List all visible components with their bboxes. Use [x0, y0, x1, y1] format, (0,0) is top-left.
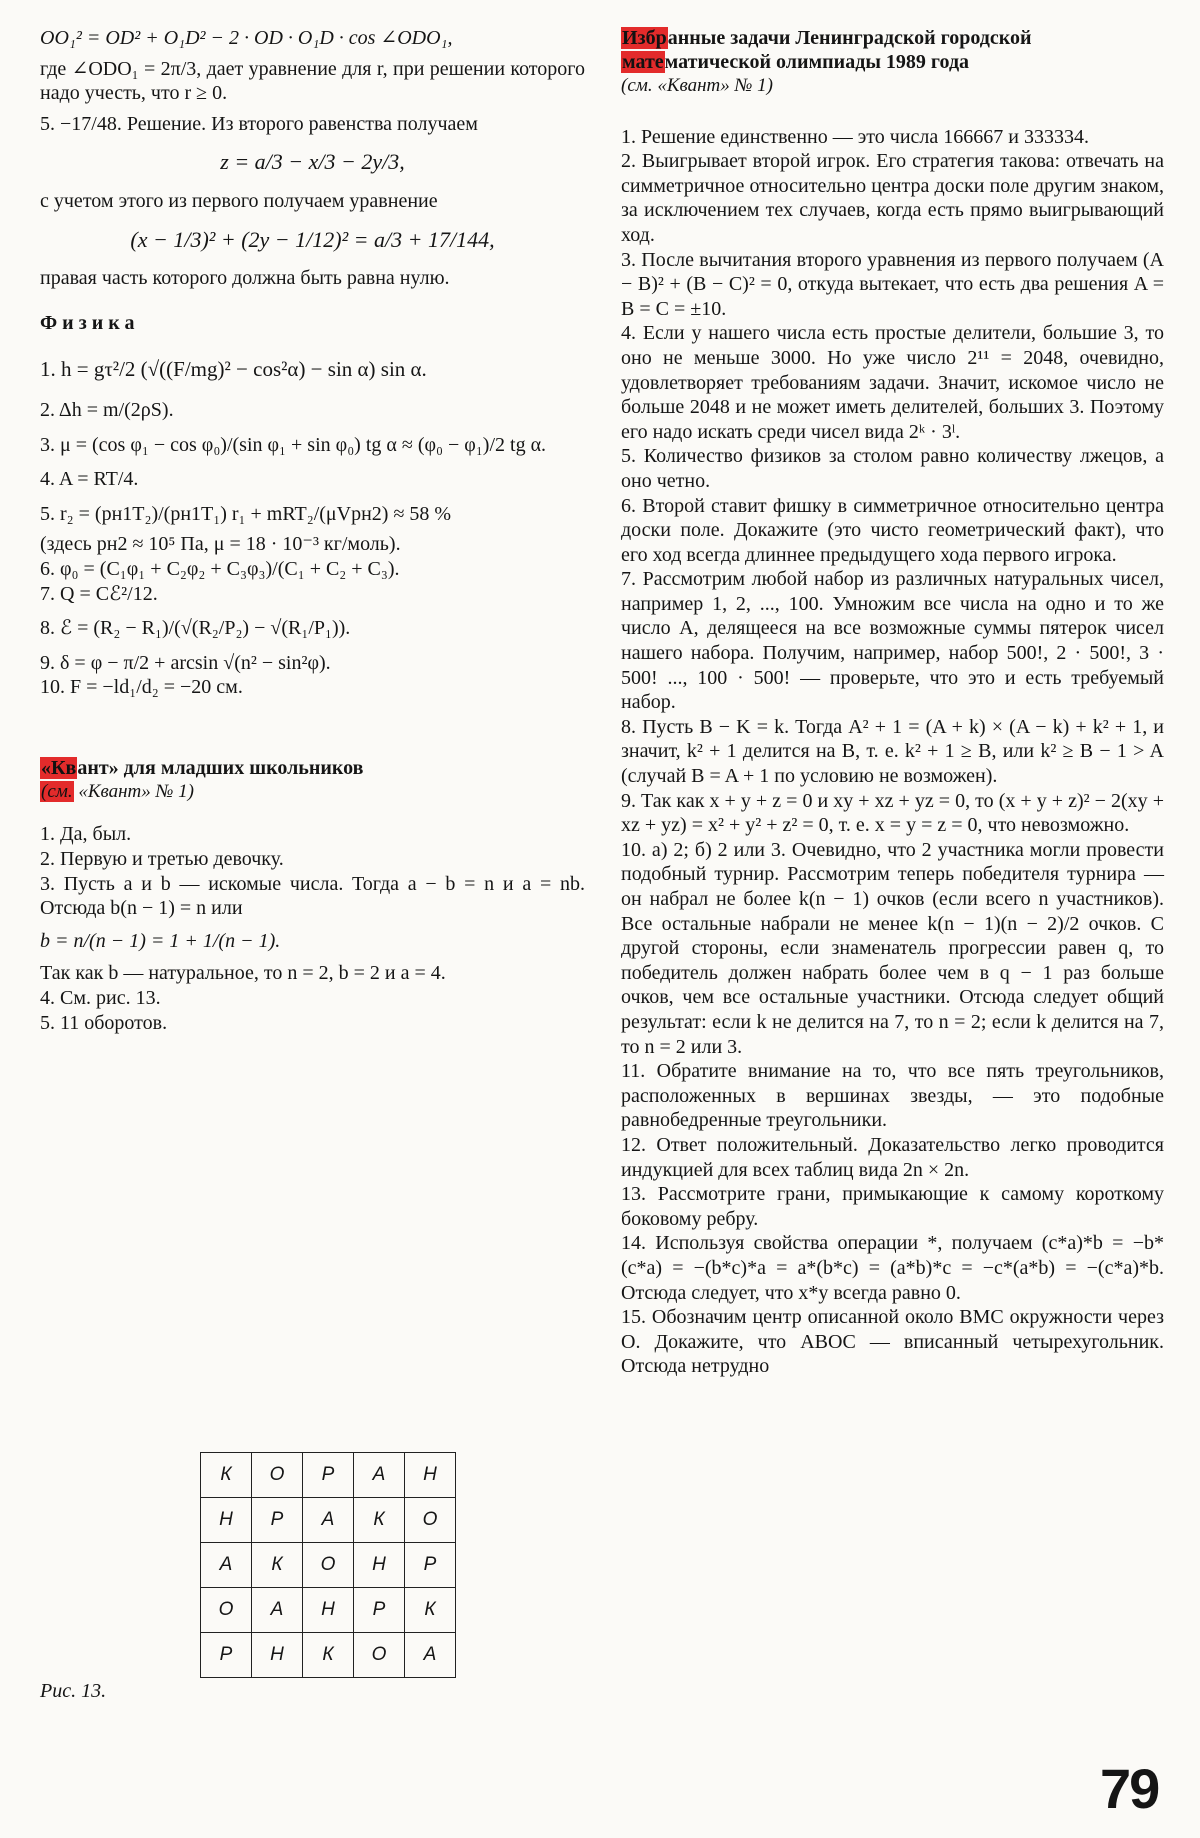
grid-cell: А: [201, 1543, 252, 1588]
physics-item-2: 2. Δh = m/(2ρS).: [40, 398, 174, 421]
math-line-5: с учетом этого из первого получаем уравнение: [40, 189, 438, 212]
olympiad-answer-11: 11. Обратите внимание на то, что все пять треугольников, расположенных в вершинах звезды, — это подобные равнобедренные треугольники.: [621, 1060, 1164, 1132]
grid-row: [201, 1543, 456, 1588]
grid-cell: К: [201, 1453, 252, 1498]
physics-item-6: 6. φ₀ = (C₁φ₁ + C₂φ₂ + C₃φ₃)/(C₁ + C₂ + C₃).: [40, 557, 400, 580]
olympiad-heading-highlight-1: Избр: [622, 27, 667, 49]
grid-cell: Р: [405, 1543, 456, 1588]
physics-heading: Физика: [40, 311, 140, 334]
grid-cell: О: [303, 1543, 354, 1588]
olympiad-heading-highlight-2: мате: [622, 51, 664, 73]
olympiad-answer-3: 3. После вычитания второго уравнения из первого получаем (A − B)² + (B − C)² = 0, откуда вытекает, что есть два решения A = B = C = ±10.: [621, 248, 1164, 320]
olympiad-answer-4: 4. Если у нашего числа есть простые делители, большие 3, то оно не меньше 3000. Но уже число 2¹¹ = 2048, очевидно, удовлетворяет требованиям задачи. Значит, искомое число не больше 2048 и не может иметь делителей, больших 3. Поэтому его надо искать среди чисел вида 2ᵏ · 3ˡ.: [621, 322, 1164, 443]
physics-item-5-note: (здесь pн2 ≈ 10⁵ Па, μ = 18 · 10⁻³ кг/моль).: [40, 533, 401, 556]
math-line-1: OO₁² = OD² + O₁D² − 2 · OD · O₁D · cos ∠ODO₁,: [40, 27, 453, 49]
grid-cell: Р: [201, 1633, 252, 1678]
grid-row: [201, 1588, 456, 1633]
grid-cell: Р: [303, 1453, 354, 1498]
olympiad-answer-6: 6. Второй ставит фишку в симметричное относительно центра доски поле. Докажите (это чисто геометрический факт), что его ход всегда длиннее предыдущего хода первого игрока.: [621, 494, 1164, 566]
olympiad-answer-2: 2. Выигрывает второй игрок. Его стратегия такова: отвечать на симметричное относительно центра доски поле другим знаком, за исключением тех случаев, когда есть прямо выигрывающий ход.: [621, 150, 1164, 246]
olympiad-answer-1: 1. Решение единственно — это числа 166667 и 333334.: [621, 125, 1089, 148]
grid-cell: О: [201, 1588, 252, 1633]
junior-item-3-cont: Так как b — натуральное, то n = 2, b = 2 и a = 4.: [40, 962, 446, 985]
junior-item-2: 2. Первую и третью девочку.: [40, 848, 284, 871]
physics-item-4: 4. A = RT/4.: [40, 468, 139, 491]
olympiad-answer-12: 12. Ответ положительный. Доказательство легко проводится индукцией для всех таблиц вида 2n × 2n.: [621, 1133, 1164, 1181]
physics-item-3: 3. μ = (cos φ₁ − cos φ₀)/(sin φ₁ + sin φ₀) tg α ≈ (φ₀ − φ₁)/2 tg α.: [40, 433, 547, 456]
grid-cell: О: [252, 1453, 303, 1498]
grid-cell: А: [354, 1453, 405, 1498]
olympiad-heading-line-2: математической олимпиады 1989 года: [622, 51, 970, 73]
grid-cell: Н: [354, 1543, 405, 1588]
olympiad-answer-15: 15. Обозначим центр описанной около BMC окружности через O. Докажите, что ABOC — вписанный четырехугольник. Отсюда нетрудно: [621, 1306, 1164, 1378]
physics-item-5: 5. r₂ = (pн1T₂)/(pн1T₁) r₁ + mRT₂/(μVpн2) ≈ 58 %: [40, 502, 452, 525]
physics-item-8: 8. ℰ = (R₂ − R₁)/(√(R₂/P₂) − √(R₁/P₁)).: [40, 617, 351, 640]
physics-item-7: 7. Q = Cℰ²/12.: [40, 582, 158, 605]
junior-item-1: 1. Да, был.: [40, 823, 132, 846]
junior-heading-highlight: «Кв: [41, 756, 77, 779]
physics-item-10: 10. F = −ld₁/d₂ = −20 см.: [40, 676, 243, 699]
grid-cell: А: [405, 1633, 456, 1678]
physics-item-1: 1. h = gτ²/2 (√((F/mg)² − cos²α) − sin α) sin α.: [40, 357, 427, 382]
olympiad-answer-13: 13. Рассмотрите грани, примыкающие к самому короткому боковому ребру.: [621, 1183, 1164, 1230]
olympiad-answer-5: 5. Количество физиков за столом равно количеству лжецов, а оно четно.: [621, 445, 1164, 492]
junior-subheading: (см. «Квант» № 1): [41, 780, 195, 802]
left-column: [40, 26, 585, 1035]
olympiad-heading-line-1: Избранные задачи Ленинградской городской: [622, 27, 1032, 49]
grid-cell: О: [405, 1498, 456, 1543]
right-column: [621, 26, 1164, 1379]
grid-cell: Н: [405, 1453, 456, 1498]
olympiad-answer-10: 10. а) 2; б) 2 или 3. Очевидно, что 2 участника могли провести подобный турнир. Рассмотрим теперь победителя турнира — он набрал не более k(n − 1) очков (если всего n участников). Все остальные набрали не менее k(n − 1)(n − 2)/2 очков. С другой стороны, если знаменатель прогрессии равен q, то победитель должен набрать более чем в q − 1 раз больше очков, чем все остальные участники. Отсюда следует общий результат: если k не делится на 7, то n = 2; если k делится на 7, то n = 2 или 3.: [621, 838, 1164, 1058]
grid-cell: К: [354, 1498, 405, 1543]
figure-caption: Рис. 13.: [40, 1680, 107, 1702]
junior-item-3: 3. Пусть a и b — искомые числа. Тогда a − b = n и a = nb. Отсюда b(n − 1) = n или: [40, 872, 585, 920]
math-line-7: правая часть которого должна быть равна нулю.: [40, 267, 450, 290]
grid-cell: Н: [252, 1633, 303, 1678]
junior-sub-highlight: (см.: [41, 780, 73, 802]
olympiad-answer-14: 14. Используя свойства операции *, получаем (c*a)*b = −b*(c*a) = −(b*c)*a = a*(b*c) = (a*b)*c = −c*(a*b) = −(c*a)*b. Отсюда следует, что x*y всегда равно 0.: [621, 1232, 1164, 1304]
figure-13-grid: [200, 1452, 456, 1678]
grid-row: [201, 1453, 456, 1498]
olympiad-answer-9: 9. Так как x + y + z = 0 и xy + xz + yz = 0, то (x + y + z)² − 2(xy + xz + yz) = x² + y² + z² = 0, т. е. x = y = z = 0, что невозможно.: [621, 789, 1164, 837]
formula-z: z = a/3 − x/3 − 2y/3,: [220, 149, 405, 175]
formula-squares: (x − 1/3)² + (2y − 1/12)² = a/3 + 17/144,: [130, 226, 495, 252]
grid-cell: К: [303, 1633, 354, 1678]
math-line-2: где ∠ODO₁ = 2π/3, дает уравнение для r, при решении которого надо учесть, что r ≥ 0.: [40, 57, 585, 105]
grid-cell: А: [252, 1588, 303, 1633]
grid-cell: О: [354, 1633, 405, 1678]
grid-cell: К: [405, 1588, 456, 1633]
junior-item-5: 5. 11 оборотов.: [40, 1011, 168, 1034]
olympiad-subheading: (см. «Квант» № 1): [621, 75, 774, 96]
grid-row: [201, 1498, 456, 1543]
page-number: 79: [1100, 1757, 1159, 1820]
letter-grid: [200, 1452, 456, 1678]
grid-cell: Н: [303, 1588, 354, 1633]
olympiad-answer-8: 8. Пусть B − K = k. Тогда A² + 1 = (A + k) × (A − k) + k² + 1, и значит, k² + 1 делится на B, т. е. k² + 1 ≥ B, или k² ≥ B − 1 > A (случай B = A + 1 по условию не возможен).: [621, 715, 1164, 788]
physics-item-9: 9. δ = φ − π/2 + arcsin √(n² − sin²φ).: [40, 651, 331, 674]
grid-cell: Р: [354, 1588, 405, 1633]
junior-item-4: 4. См. рис. 13.: [40, 987, 161, 1010]
junior-item-3-formula: b = n/(n − 1) = 1 + 1/(n − 1).: [40, 929, 281, 952]
math-line-3: 5. −17/48. Решение. Из второго равенства получаем: [40, 112, 478, 135]
grid-cell: К: [252, 1543, 303, 1588]
grid-cell: А: [303, 1498, 354, 1543]
junior-heading: «Квант» для младших школьников: [41, 756, 364, 779]
grid-cell: Р: [252, 1498, 303, 1543]
grid-cell: Н: [201, 1498, 252, 1543]
grid-row: [201, 1633, 456, 1678]
olympiad-answer-7: 7. Рассмотрим любой набор из различных натуральных чисел, например 1, 2, ..., 100. Умножим все числа на одно и то же число A, делящееся на все возможные суммы пятерок чисел нашего набора. Получим, например, набор 500!, 2 · 500!, 3 · 500! ..., 100 · 500! — проверьте, что это и есть требуемый набор.: [621, 568, 1164, 714]
